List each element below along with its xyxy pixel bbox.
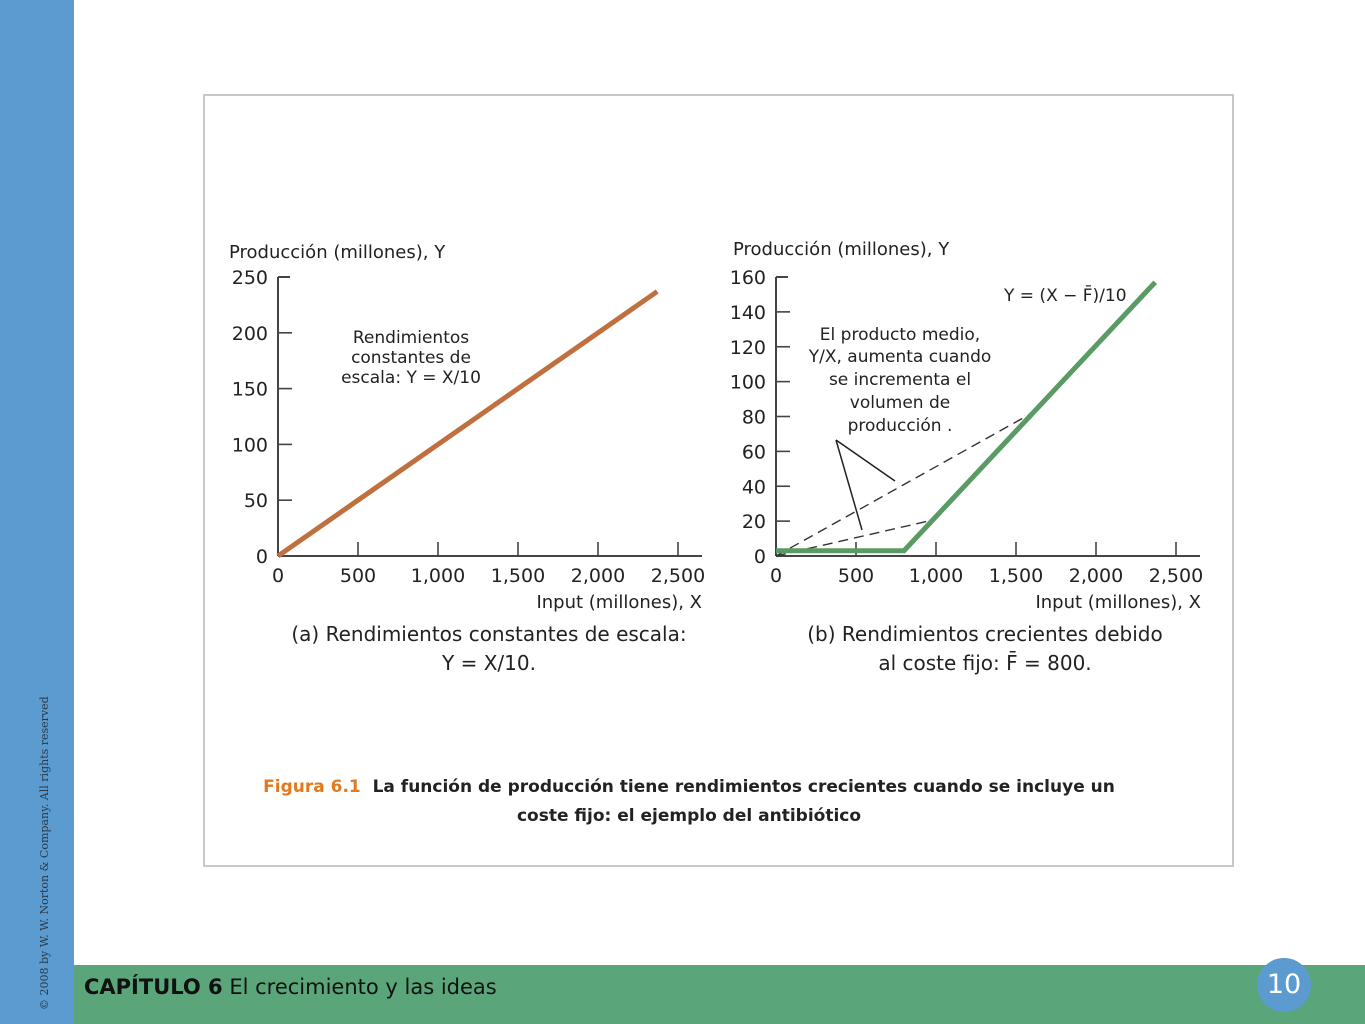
chart-b-annotation-line: producción . xyxy=(847,416,953,436)
chart-a-annotation-line: escala: Y = X/10 xyxy=(341,368,481,388)
chart-b-annotation-line: se incrementa el xyxy=(828,370,972,390)
chart-a-y-tick-label: 250 xyxy=(231,267,268,289)
chart-b-y-tick-label: 100 xyxy=(729,371,766,394)
chart-b-plot xyxy=(730,267,1203,587)
chart-a-y-tick-label: 50 xyxy=(243,490,268,513)
chart-a-x-tick-label: 500 xyxy=(339,565,377,587)
chart-b-annotation-line: El producto medio, xyxy=(819,325,981,345)
chart-a-annotation xyxy=(341,328,481,388)
chart-b-x-tick-label: 2,000 xyxy=(1068,565,1124,587)
chart-a-x-tick-label: 2,500 xyxy=(650,565,706,587)
chart-b-annotation-line: volumen de xyxy=(849,393,951,413)
chart-b-annotation xyxy=(808,325,992,436)
figure-number: Figura 6.1 xyxy=(263,777,361,797)
chart-b-y-tick-label: 20 xyxy=(741,511,766,534)
chart-b-y-tick-label: 40 xyxy=(741,476,766,499)
chart-b-pointer-line xyxy=(836,440,895,481)
chart-a-annotation-line: constantes de xyxy=(351,348,471,368)
chart-a-x-tick-label: 1,500 xyxy=(490,565,546,587)
chart-b-y-tick-label: 60 xyxy=(741,441,766,464)
chart-b-series-line xyxy=(776,282,1155,551)
chart-a-subtitle-line2: Y = X/10. xyxy=(442,651,536,675)
chart-a-x-tick-label: 1,000 xyxy=(410,565,466,587)
chart-b-formula: Y = (X − F̄)/10 xyxy=(1004,286,1127,306)
chart-a-ylabel: Producción (millones), Y xyxy=(229,242,446,263)
chart-b-y-tick-label: 0 xyxy=(753,546,766,568)
chapter-title xyxy=(84,975,497,999)
page-number-badge: 10 xyxy=(1257,958,1311,1012)
caption-line1: La función de producción tiene rendimientos crecientes cuando se incluye un xyxy=(372,777,1115,797)
chart-a-plot xyxy=(232,267,705,587)
chart-b-y-tick-label: 120 xyxy=(729,336,766,359)
chart-b-x-tick-label: 500 xyxy=(837,565,875,587)
chart-a-subtitle-line1: (a) Rendimientos constantes de escala: xyxy=(291,622,687,646)
chart-a-x-tick-label: 0 xyxy=(271,565,285,587)
chart-b-annotation-pointers xyxy=(836,440,895,530)
caption-line2: coste fijo: el ejemplo del antibiótico xyxy=(516,806,862,826)
chart-a-xlabel: Input (millones), X xyxy=(536,592,702,613)
chart-b-x-tick-label: 1,000 xyxy=(908,565,964,587)
chart-b-annotation-line: Y/X, aumenta cuando xyxy=(808,347,992,367)
chart-b-x-tick-label: 2,500 xyxy=(1148,565,1204,587)
chart-b-y-tick-label: 80 xyxy=(741,406,766,429)
chart-b-subtitle-line2: al coste fijo: F̄ = 800. xyxy=(878,651,1092,675)
chart-b-subtitle-line1: (b) Rendimientos crecientes debido xyxy=(807,622,1163,646)
chart-b-pointer-line xyxy=(836,440,862,530)
chart-b-ylabel: Producción (millones), Y xyxy=(733,239,950,260)
chart-a-y-tick-label: 100 xyxy=(231,434,268,457)
chart-a-y-tick-label: 0 xyxy=(255,546,268,568)
chart-b-xlabel: Input (millones), X xyxy=(1035,592,1201,613)
chapter-name: El crecimiento y las ideas xyxy=(229,975,497,999)
figure-caption xyxy=(230,773,1148,831)
chart-b-x-tick-label: 1,500 xyxy=(988,565,1044,587)
chart-b-y-tick-label: 160 xyxy=(729,267,766,289)
chart-a-y-tick-label: 150 xyxy=(231,378,268,401)
chart-a-y-tick-label: 200 xyxy=(231,322,268,345)
chart-a-x-tick-label: 2,000 xyxy=(570,565,626,587)
copyright-text: © 2008 by W. W. Norton & Company. All rights reserved xyxy=(38,696,51,1010)
chart-b-y-tick-label: 140 xyxy=(729,301,766,324)
chart-a-annotation-line: Rendimientos xyxy=(352,328,470,348)
chart-b-x-tick-label: 0 xyxy=(769,565,783,587)
chapter-label: CAPÍTULO 6 xyxy=(84,975,223,999)
